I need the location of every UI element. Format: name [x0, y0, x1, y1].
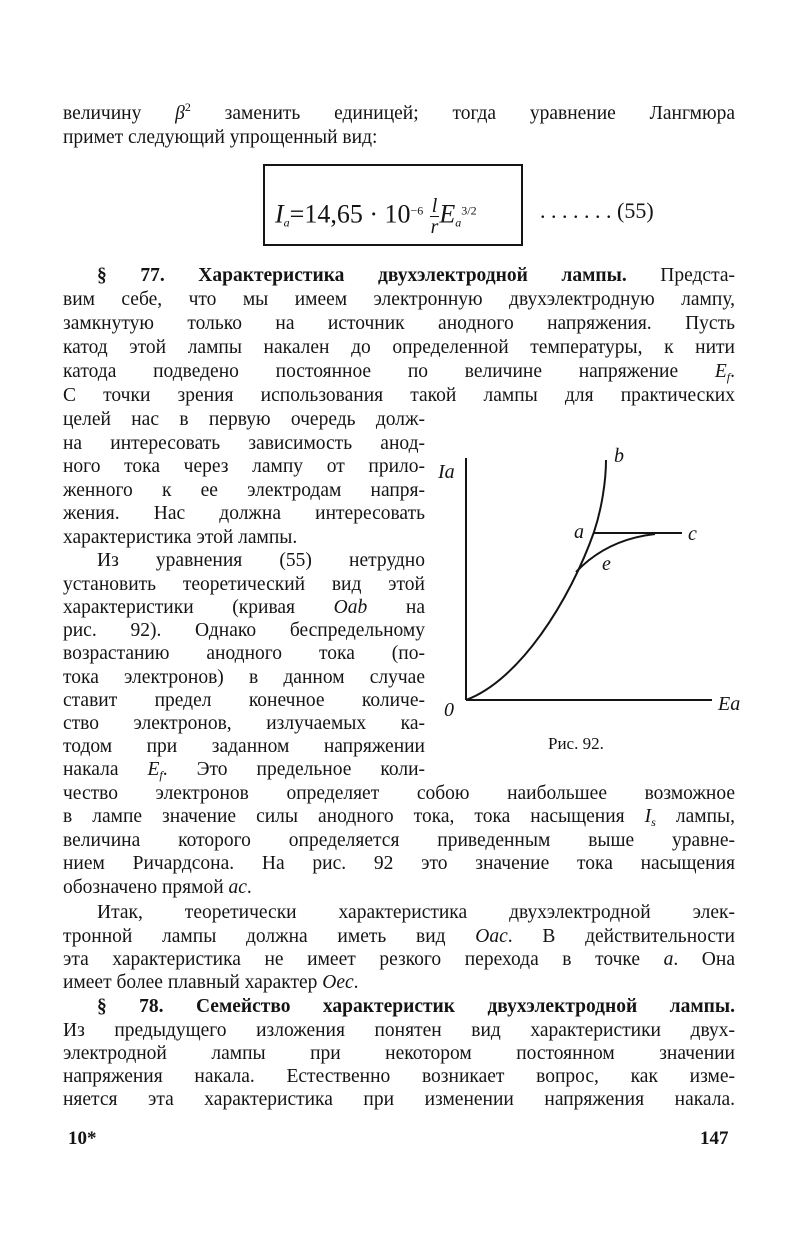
text-line — [63, 689, 425, 713]
label-a: a — [574, 521, 584, 543]
text-segment: жения. Нас должна интересовать — [63, 503, 425, 524]
text-segment: I — [644, 806, 652, 827]
text-segment: . — [246, 877, 252, 898]
text-line — [63, 995, 735, 1019]
text-line — [63, 805, 735, 829]
text-segment: Oec — [322, 972, 354, 993]
text-segment: обозначено прямой — [63, 877, 229, 898]
langmuir-equation — [275, 196, 477, 237]
text-segment: накала — [63, 759, 148, 780]
text-segment: С точки зрения использования такой лампы для практических — [63, 385, 735, 406]
text-line — [63, 852, 735, 876]
text-segment: электродной лампы при некотором постоянном значении — [63, 1043, 735, 1064]
text-segment: Oab — [333, 597, 368, 618]
text-segment: нием Ричардсона. На рис. 92 это значение тока насыщения — [63, 853, 735, 874]
text-segment: примет следующий упрощенный вид: — [63, 127, 378, 148]
text-line — [63, 549, 425, 573]
text-line — [63, 619, 425, 643]
text-line — [63, 288, 735, 312]
voltage-exponent: 3/2 — [461, 203, 477, 218]
voltage-symbol: E — [439, 199, 456, 229]
text-line — [63, 102, 735, 126]
text-line — [63, 573, 425, 597]
text-segment: E — [714, 361, 727, 382]
text-segment: § 78. Семейство характеристик двухэлектродной лампы. — [97, 996, 735, 1017]
label-b: b — [614, 445, 624, 467]
text-line — [63, 479, 425, 503]
text-segment: ство электронов, излучаемых ка- — [63, 713, 425, 734]
text-line — [63, 758, 425, 782]
text-line — [63, 1088, 735, 1112]
text-segment: на — [367, 597, 425, 618]
label-c: c — [688, 523, 697, 545]
text-segment: няется эта характеристика при изменении напряжения накала. — [63, 1089, 735, 1110]
text-line — [63, 264, 735, 288]
x-axis-label: Ea — [718, 693, 740, 715]
text-line — [63, 948, 735, 972]
text-segment: . — [353, 972, 359, 993]
text-segment: женного к ее электродам напря- — [63, 480, 425, 501]
figure-92 — [430, 440, 740, 730]
origin-label: 0 — [444, 699, 454, 721]
text-line — [63, 455, 425, 479]
figure-caption: Рис. 92. — [548, 734, 604, 753]
fraction-denominator: r — [430, 216, 439, 238]
text-line — [63, 782, 735, 806]
equation-number: . . . . . . . (55) — [540, 198, 654, 223]
text-segment: E — [147, 759, 160, 780]
text-segment: a — [663, 949, 674, 970]
text-line — [63, 735, 425, 759]
current-subscript: a — [283, 215, 290, 230]
text-line — [63, 526, 425, 550]
text-line — [63, 1065, 735, 1089]
text-segment: Из уравнения (55) нетрудно — [97, 550, 425, 571]
text-segment: величина которого определяется приведенным выше уравне- — [63, 830, 735, 851]
text-segment: f — [726, 370, 731, 384]
text-segment: . В действительности — [507, 926, 735, 947]
text-line — [63, 901, 735, 925]
text-segment: рис. 92). Однако беспредельному — [63, 620, 425, 641]
signature-mark: 10* — [68, 1128, 97, 1149]
equation-constant: =14,65 · 10 — [289, 199, 411, 229]
text-line — [63, 1019, 735, 1043]
curve-oec — [576, 534, 655, 572]
text-line — [63, 712, 425, 736]
text-segment: величину — [63, 103, 176, 124]
text-segment: Oac — [475, 926, 508, 947]
curve-oab — [466, 460, 606, 700]
text-segment: Итак, теоретически характеристика двухэлектродной элек- — [97, 902, 735, 923]
fraction — [430, 196, 440, 237]
text-segment: напряжения накала. Естественно возникает вопрос, как изме- — [63, 1066, 735, 1087]
text-segment: имеет более плавный характер — [63, 972, 323, 993]
text-segment: катод этой лампы накален до определенной температуры, к нити — [63, 337, 735, 358]
text-line — [63, 336, 735, 360]
text-segment: ного тока через лампу от прило- — [63, 456, 425, 477]
text-segment: катода подведено постоянное по величине напряжение — [63, 361, 715, 382]
text-segment: Предста- — [626, 265, 735, 286]
text-line — [63, 642, 425, 666]
voltage-subscript: a — [455, 215, 462, 230]
text-segment: тока электронов) в данном случае — [63, 667, 425, 688]
text-segment: ac — [228, 877, 247, 898]
fraction-numerator: l — [431, 195, 438, 217]
text-line — [63, 925, 735, 949]
text-segment: установить теоретический вид этой — [63, 574, 425, 595]
equation-exponent: −6 — [410, 203, 424, 218]
text-line — [63, 1042, 735, 1066]
text-line — [63, 876, 735, 900]
text-segment: заменить единицей; тогда уравнение Лангмюра — [190, 103, 735, 124]
text-segment: . Это предельное коли- — [162, 759, 426, 780]
text-line — [63, 408, 425, 432]
text-segment: β — [175, 103, 185, 124]
label-e: e — [602, 553, 611, 575]
text-line — [63, 384, 735, 408]
text-segment: эта характеристика не имеет резкого перехода в точке — [63, 949, 664, 970]
text-segment: f — [159, 768, 163, 782]
text-segment: на интересовать зависимость анод- — [63, 433, 425, 454]
text-segment: тронной лампы должна иметь вид — [63, 926, 476, 947]
text-segment: s — [651, 815, 656, 829]
text-segment: . Она — [673, 949, 735, 970]
text-segment: в лампе значение силы анодного тока, тока насыщения — [63, 806, 645, 827]
text-line — [63, 126, 735, 150]
text-segment: замкнутую только на источник анодного напряжения. Пусть — [63, 313, 735, 334]
text-line — [63, 666, 425, 690]
text-segment: § 77. Характеристика двухэлектродной лампы. — [97, 265, 627, 286]
text-segment: целей нас в первую очередь долж- — [63, 409, 425, 430]
text-segment: характеристика этой лампы. — [63, 527, 298, 548]
text-segment: ставит предел конечное количе- — [63, 690, 425, 711]
text-segment: лампы, — [655, 806, 735, 827]
text-segment: тодом при заданном напряжении — [63, 736, 425, 757]
text-line — [63, 312, 735, 336]
page-number: 147 — [700, 1128, 729, 1149]
text-segment: вим себе, что мы имеем электронную двухэлектродную лампу, — [63, 289, 735, 310]
text-segment: характеристики (кривая — [63, 597, 334, 618]
y-axis-label: Ia — [438, 461, 455, 483]
text-line — [63, 829, 735, 853]
text-line — [63, 502, 425, 526]
text-line — [63, 596, 425, 620]
text-segment: чество электронов определяет собою наибольшее возможное — [63, 783, 735, 804]
text-segment: . — [730, 361, 735, 382]
text-line — [63, 360, 735, 384]
text-segment: Из предыдущего изложения понятен вид характеристики двух- — [63, 1020, 735, 1041]
text-segment: 2 — [184, 100, 191, 114]
text-line — [63, 971, 735, 995]
text-line — [63, 432, 425, 456]
text-segment: возрастанию анодного тока (по- — [63, 643, 425, 664]
current-symbol: I — [275, 199, 284, 229]
